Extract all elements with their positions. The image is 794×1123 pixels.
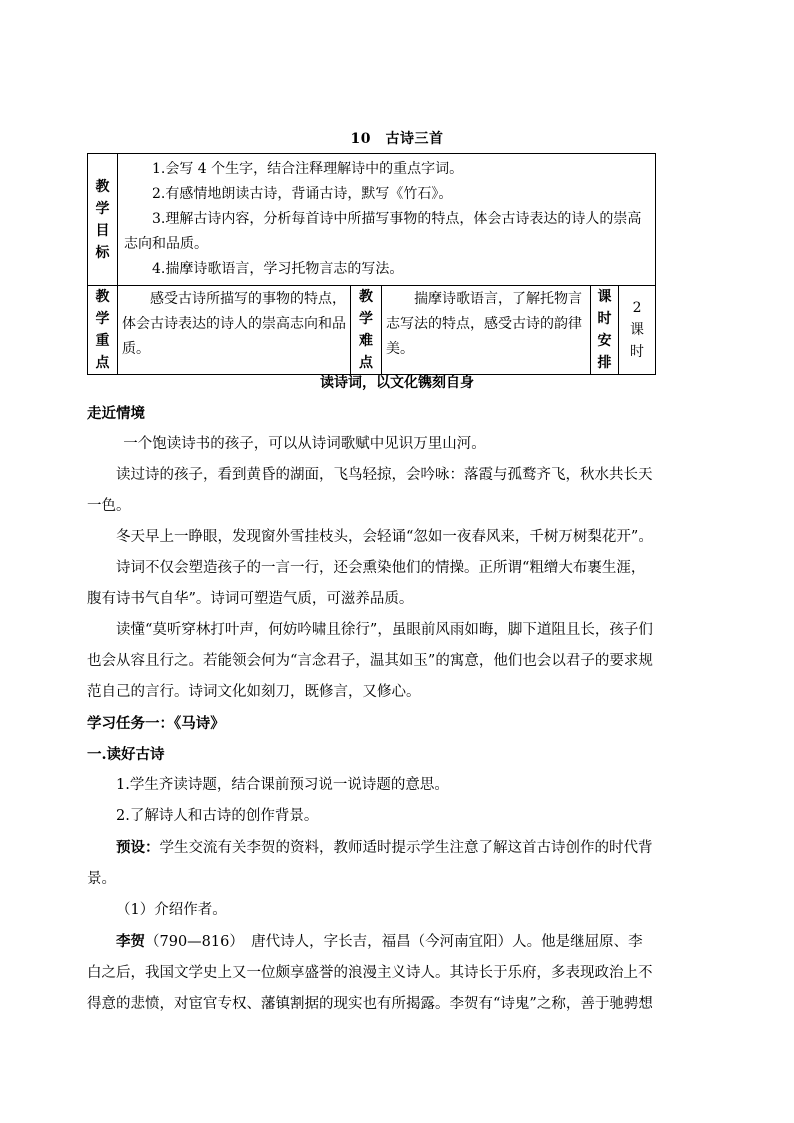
author-name: 李贺 xyxy=(116,933,145,950)
part-heading: 一.读好古诗 xyxy=(87,746,165,763)
difficult-label-cell xyxy=(351,286,382,375)
goal-item: 2.有感情地朗读古诗，背诵古诗，默写《竹石》。 xyxy=(152,186,453,202)
intro-paragraph: 读懂“莫听穿林打叶声，何妨吟啸且徐行”，虽眼前风雨如晦，脚下道阻且长，孩子们也会从容且行之。若能领会何为“言念君子，温其如玉”的寓意，他们也会以君子的要求规范自己的言行。诗词文化如刻刀，既修言，又修心。 xyxy=(87,622,653,700)
preset-text: 学生交流有关李贺的资料，教师适时提示学生注意了解这首古诗创作的时代背景。 xyxy=(87,840,653,887)
key-label-cell xyxy=(88,286,118,375)
schedule-label-cell xyxy=(591,286,619,375)
author-text: （790—816） 唐代诗人，字长吉，福昌（今河南宜阳）人。他是继屈原、李白之后，我国文学史上又一位颇享盛誉的浪漫主义诗人。其诗长于乐府，多表现政治上不得意的悲愤，对宦官专权、藩镇割据的现实也有所揭露。李贺有“诗鬼”之称，善于驰骋想 xyxy=(87,934,653,1012)
preset-label: 预设： xyxy=(116,839,160,856)
difficult-text-cell xyxy=(382,286,591,375)
step-item: 2.了解诗人和古诗的创作背景。 xyxy=(116,808,319,824)
section-subtitle: 读诗词，以文化镌刻自身 xyxy=(320,375,474,391)
goal-item: 1.会写 4 个生字，结合注释理解诗中的重点字词。 xyxy=(152,161,464,177)
intro-paragraph: 诗词不仅会塑造孩子的一言一行，还会熏染他们的情操。正所谓“粗缯大布裹生涯，腹有诗书气自华”。诗词可塑造气质，可滋养品质。 xyxy=(87,560,646,607)
goals-cell xyxy=(118,154,656,286)
intro-paragraph: 读过诗的孩子，看到黄昏的湖面，飞鸟轻掠，会吟咏：落霞与孤鹜齐飞，秋水共长天一色。 xyxy=(87,467,653,514)
page-title: 10 古诗三首 xyxy=(350,131,444,147)
intro-paragraph: 冬天早上一睁眼，发现窗外雪挂枝头，会轻诵“忽如一夜春风来，千树万树梨花开”。 xyxy=(116,529,653,545)
lesson-plan-table xyxy=(87,153,656,375)
key-text: 感受古诗所描写的事物的特点，体会古诗表达的诗人的崇高志向和品质。 xyxy=(122,291,346,357)
intro-paragraph: 一个饱读诗书的孩子，可以从诗词歌赋中见识万里山河。 xyxy=(123,436,486,452)
schedule-label: 课时安排 xyxy=(597,289,612,371)
task-heading: 学习任务一：《马诗》 xyxy=(87,715,225,732)
goals-label-cell xyxy=(88,154,118,286)
author-paragraph xyxy=(87,926,655,1020)
intro-heading: 走近情境 xyxy=(87,405,145,422)
lesson-body xyxy=(87,398,655,1020)
sub-item: （1）介绍作者。 xyxy=(116,902,227,918)
goal-item: 3.理解古诗内容，分析每首诗中所描写事物的特点，体会古诗表达的诗人的崇高志向和品质。 xyxy=(124,211,642,252)
goals-row xyxy=(88,154,656,286)
goal-item: 4.揣摩诗歌语言，学习托物言志的写法。 xyxy=(152,261,404,277)
step-item: 1.学生齐读诗题，结合课前预习说一说诗题的意思。 xyxy=(116,777,449,793)
difficult-text: 揣摩诗歌语言，了解托物言志写法的特点，感受古诗的韵律美。 xyxy=(386,291,582,357)
goals-label: 教学目标 xyxy=(95,178,110,261)
schedule-value-cell xyxy=(619,286,656,375)
schedule-value: 2课时 xyxy=(630,300,645,360)
focus-row xyxy=(88,286,656,375)
key-label: 教学重点 xyxy=(95,289,110,371)
key-text-cell xyxy=(118,286,351,375)
difficult-label: 教学难点 xyxy=(359,289,373,371)
preset-paragraph xyxy=(87,832,655,895)
